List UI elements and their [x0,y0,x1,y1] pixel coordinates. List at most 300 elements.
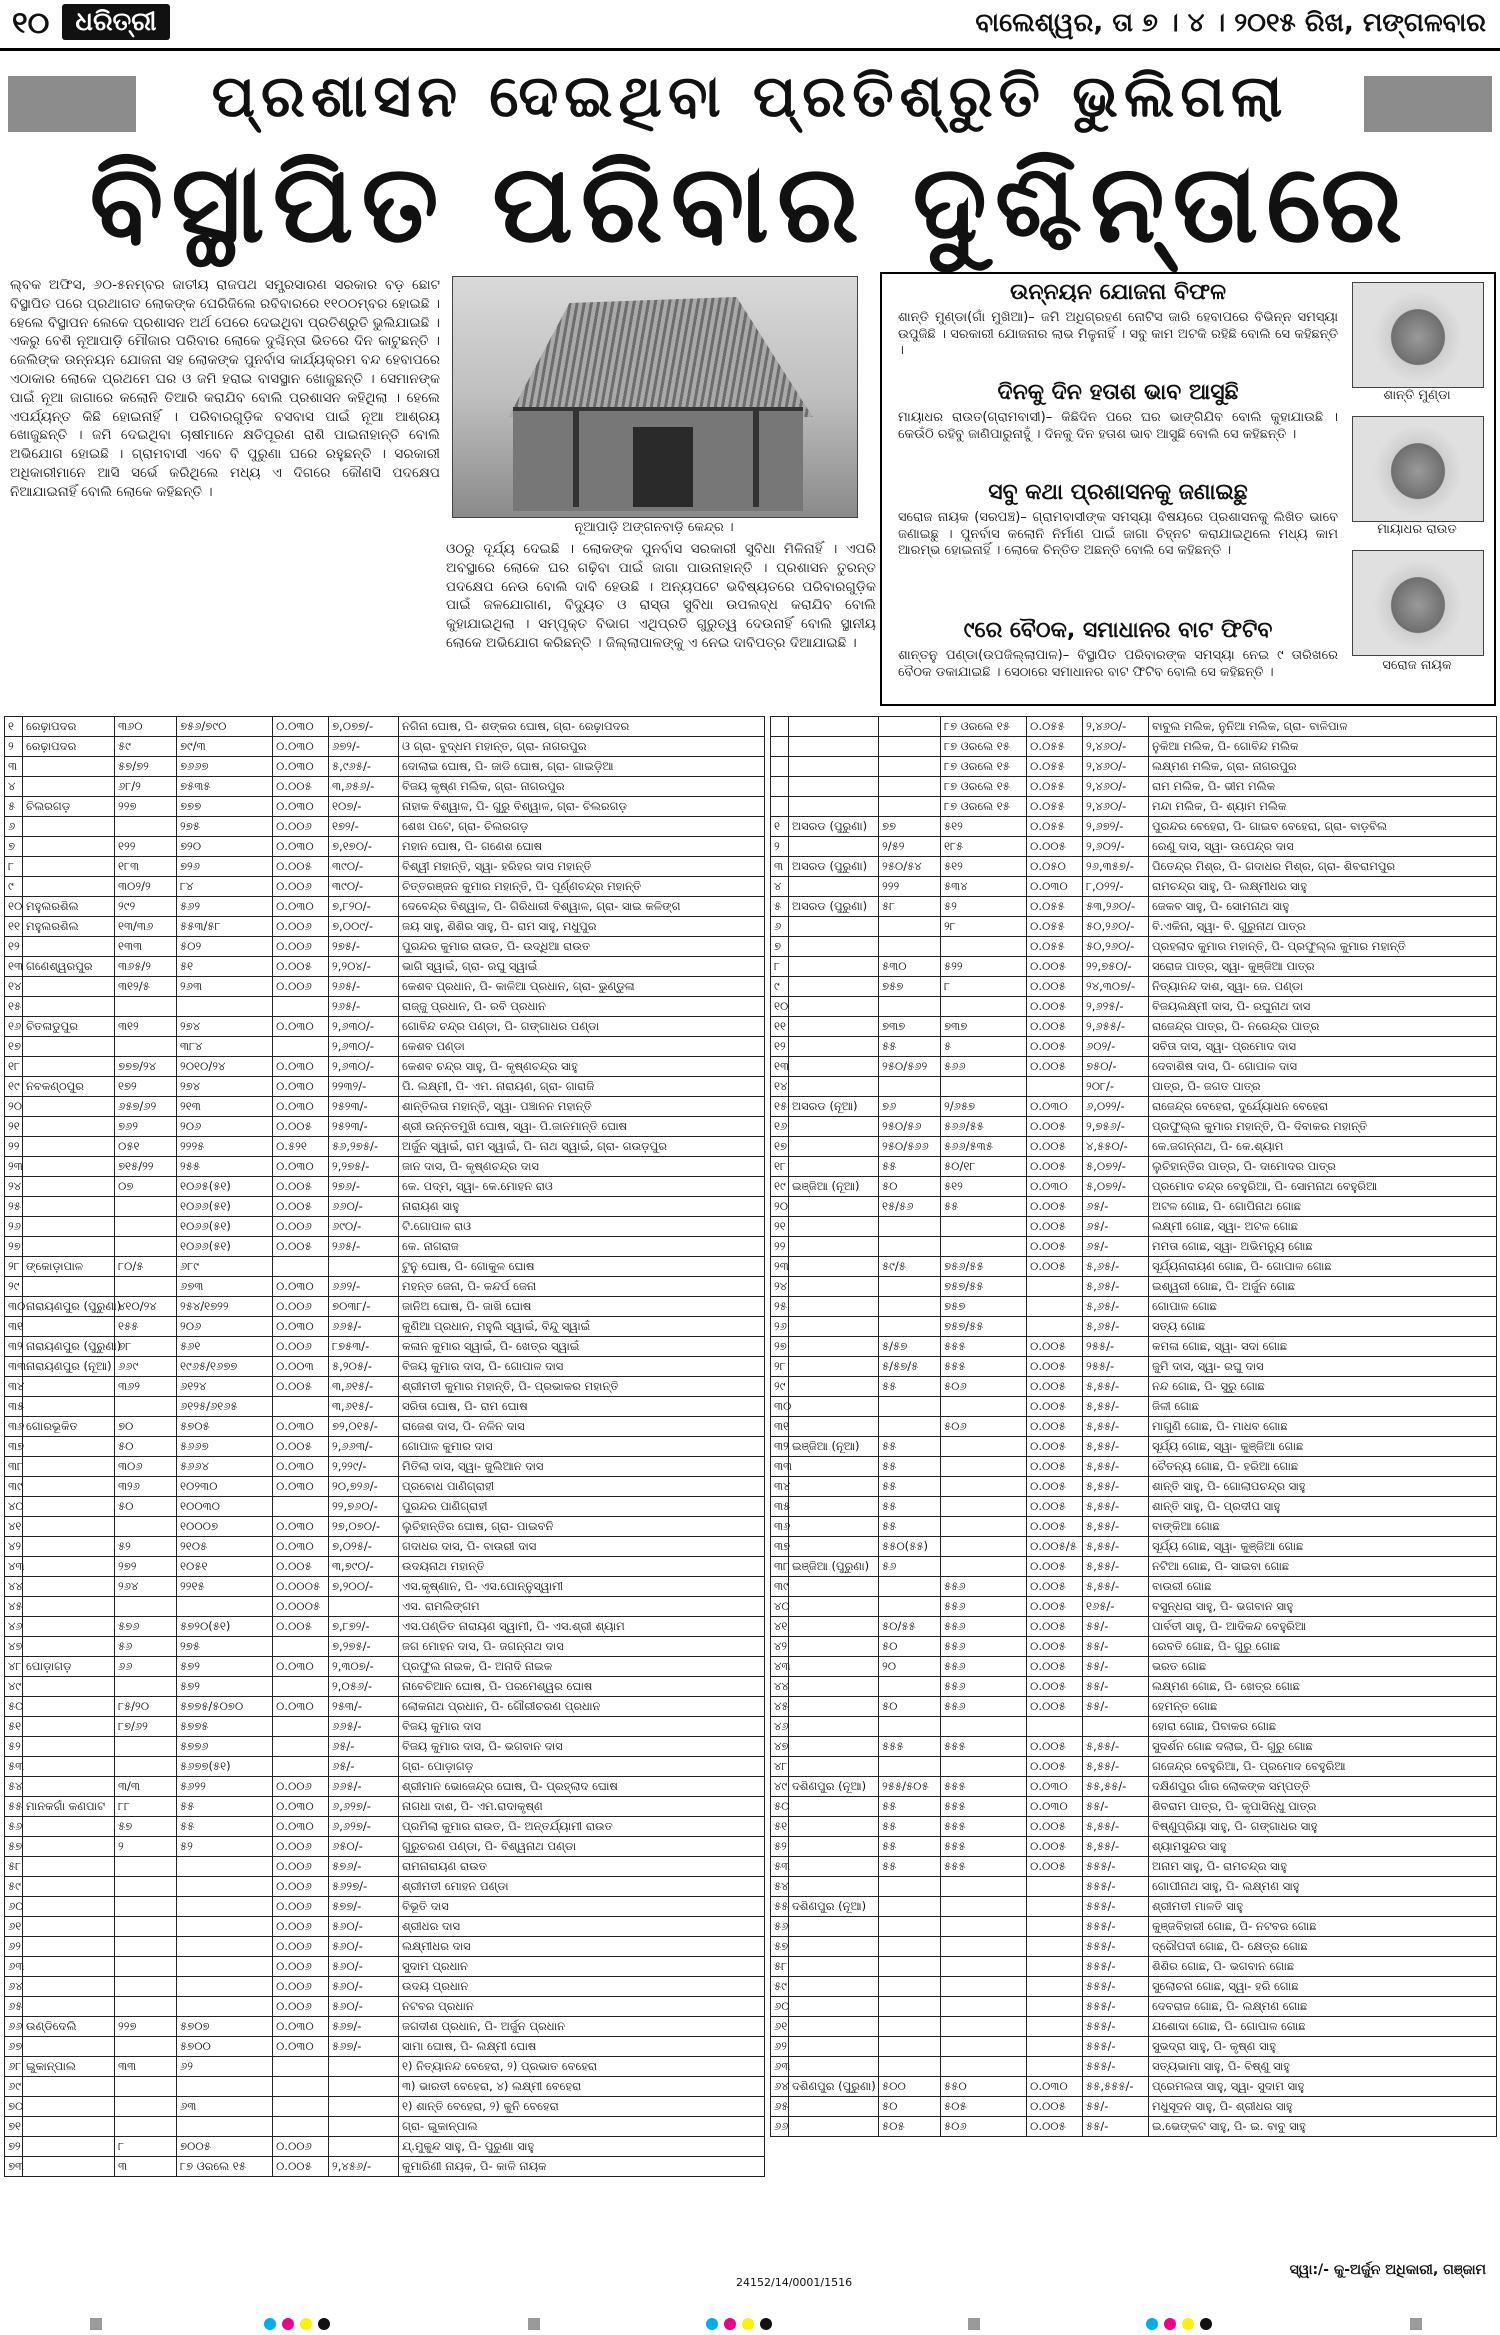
table-cell [23,1977,115,1997]
table-cell: ୭୫୬/୭୯୦ [177,717,273,737]
table-cell: ୭୦ [5,2097,23,2117]
page-number: ୧୦ [12,6,50,41]
sidebox-text-2: ମାୟାଧର ରାଉତ(ଗ୍ରାମବାସୀ)– କିଛିଦିନ ପରେ ଘର ଭାଙ୍ଗିଯିବ ବୋଲି କୁହାଯାଉଛି । କେଉଁଠି ରହିବୁ ଜାଣିପାରୁନାହୁଁ । ଦିନକୁ ଦିନ ହତାଶ ଭାବ ଆସୁଛି ବୋଲି ସେ କହିଛନ୍ତି । [898,410,1338,442]
table-row [771,1737,1497,1757]
table-cell: ୭୭୭/୨୪ [115,1057,177,1077]
table-cell: ୫୬୨ [177,897,273,917]
table-cell: ୪୬ [771,1717,789,1737]
table-cell: ୦.୦୦୬ [273,1297,329,1317]
table-cell: ୦.୦୩୦ [273,1097,329,1117]
table-cell: ୦.୦୫୫ [1027,797,1083,817]
table-cell: ୯ [5,877,23,897]
table-cell [115,2077,177,2097]
table-row [5,1737,765,1757]
table-cell: ୪୨ [5,1537,23,1557]
table-cell [789,1737,879,1757]
table-cell: ୫୮ [879,897,941,917]
table-cell: ୫୫ [177,1817,273,1837]
table-cell: ୨୬ [5,1217,23,1237]
compensation-table-left [4,716,765,2177]
table-cell: ୭୧୫/୨୨ [115,1157,177,1177]
table-cell: ପୁରନ୍ଦର ବେହେରା, ପି- ଗାଇବ ବେହେରା, ଗ୍ରା- ବାଡ଼ବିଲ [1149,817,1497,837]
table-cell: ୦.୦୩୦ [273,1477,329,1497]
table-cell: ୧୦୬୬(୫୧) [177,1197,273,1217]
table-row [5,1317,765,1337]
table-cell: ୭୫୭/୫୫ [941,1277,1027,1297]
table-cell: ଦଶିଣପୁର (ପୁରୁଣା) [789,2077,879,2097]
table-cell: ୨୫ [771,1297,789,1317]
table-cell: ୦.୦୩୦ [273,1077,329,1097]
table-cell: ୧୯୬୫/୧୬୭୭ [177,1357,273,1377]
portrait-photo-1 [1352,282,1484,388]
table-cell: ଶାନ୍ତି ସାହୁ, ପି- ପ୍ରଦୀପ ସାହୁ [1149,1497,1497,1517]
registration-dot-yellow [300,2318,312,2330]
table-cell: ୪୯ [5,1677,23,1697]
table-cell [789,1137,879,1157]
table-cell: ୧୮ [5,1057,23,1077]
table-cell: ବିଜୟଲକ୍ଷ୍ମୀ ଦାସ, ପି- ରଘୁନାଥ ଦାସ [1149,997,1497,1017]
table-cell: ୨୭୫ [177,1637,273,1657]
table-cell [789,1877,879,1897]
table-cell: ୫୫୫ [941,1777,1027,1797]
table-row [5,1117,765,1137]
table-cell: ୨,୪୬୦/- [1083,717,1149,737]
table-cell [789,917,879,937]
table-cell: ୦.୦୫୫ [1027,917,1083,937]
compensation-table-right [770,716,1497,2137]
table-cell: ନନ୍ଦ ଗୋଛ, ପି- ସୁରୁ ଗୋଛ [1149,1377,1497,1397]
table-cell: ରାମ ମଲିକ, ପି- ଭୀମ ମଲିକ [1149,777,1497,797]
table-cell: ସୁଦର୍ଶନ ଗୋଛ ଦଲାଇ, ପି- ଗୁରୁ ଗୋଛ [1149,1737,1497,1757]
table-cell [789,797,879,817]
table-cell: ୫୫୦(୫୫) [879,1537,941,1557]
table-cell [23,1577,115,1597]
table-row [771,1937,1497,1957]
table-row [771,1897,1497,1917]
table-cell: ଶାନ୍ତି ସାହୁ, ପି- ଗୋଲାପଚନ୍ଦ୍ର ସାହୁ [1149,1477,1497,1497]
table-cell: ୧୩ [5,957,23,977]
table-row [771,1037,1497,1057]
table-row [771,797,1497,817]
table-row [771,1997,1497,2017]
table-cell [1027,1877,1083,1897]
table-cell [177,1937,273,1957]
table-cell: ୦.୦୦୬ [273,1877,329,1897]
table-cell [789,1397,879,1417]
table-cell: ୨୫୫ [177,1157,273,1177]
table-row [5,977,765,997]
table-row [5,817,765,837]
table-cell [115,1997,177,2017]
table-cell: ୧) ନିତ୍ୟାନନ୍ଦ ବେହେରା, ୨) ପ୍ରଭାତ ବେହେରା [399,2057,765,2077]
table-row [771,1237,1497,1257]
table-row [771,1137,1497,1157]
table-cell: ୫୦୨ [177,937,273,957]
table-cell: ୫୫ [879,1457,941,1477]
table-cell [941,937,1027,957]
table-row [5,2097,765,2117]
table-cell: ୧୨ [771,1037,789,1057]
table-cell: ରାଜେନ୍ଦ୍ର ବେହେରା, ଦୁର୍ଯ୍ୟୋଧନ ବେହେରା [1149,1097,1497,1117]
table-cell: ୮ [941,977,1027,997]
table-row [5,1617,765,1637]
table-cell [789,1597,879,1617]
table-cell: ଅଟଳ ଗୋଛ, ପି- ଗୋପିନାଥ ଗୋଛ [1149,1197,1497,1217]
table-cell: ୨୦୮/- [1083,1077,1149,1097]
table-cell: କେ. ପଦ୍ମ, ସ୍ୱା- କେ.ମୋହନ ରାଓ [399,1177,765,1197]
table-cell: ୯ [771,977,789,997]
table-cell [879,1417,941,1437]
table-cell: ନାବେଚିଆନ ଘୋଷ, ପି- ପରମେଶ୍ୱର ଘୋଷ [399,1677,765,1697]
table-cell: ୨୮ [771,1357,789,1377]
table-cell: ୦.୦୦୫ [1027,977,1083,997]
table-cell: ୮୭ ଓରଲେ ୧୫ [941,777,1027,797]
table-cell: ରାଜେନ୍ଦ୍ର ପାତ୍ର, ପି- ନରେନ୍ଦ୍ର ପାତ୍ର [1149,1017,1497,1037]
registration-dot-yellow [742,2318,754,2330]
table-cell: ୫୫୫/- [1083,1977,1149,1997]
table-row [5,1637,765,1657]
table-cell: ୫୦ [5,1697,23,1717]
table-cell: ପ୍ରମିଲା କୁମାର ରାଉତ, ପି- ଅନ୍ତର୍ଯ୍ୟାମୀ ରାଉତ [399,1817,765,1837]
table-cell: ୦.୦୦୫ [273,857,329,877]
table-cell [789,1577,879,1597]
table-cell: ୮୦/୫ [115,1257,177,1277]
table-cell: ୦.୦୩୦ [273,797,329,817]
table-cell: ୧ [5,717,23,737]
table-cell [23,1677,115,1697]
table-cell: ୧୦୭/- [329,797,399,817]
print-code: 24152/14/0001/1516 [736,2276,853,2289]
table-cell: ୦.୦୩୦ [273,1277,329,1297]
table-cell: ୩୦୨/୨ [115,877,177,897]
table-cell: ୭୨୦ [177,837,273,857]
table-cell: ୧୦୦୦୭ [177,1517,273,1537]
table-cell [177,1957,273,1977]
table-cell: ୫,୬୫/- [1083,1317,1149,1337]
table-cell: ୧୨୨ [115,837,177,857]
dateline: ବାଲେଶ୍ୱର, ତା ୭ । ୪ । ୨୦୧୫ ରିଖ, ମଙ୍ଗଳବାର [975,8,1486,38]
table-cell: ୧୯ [5,1077,23,1097]
table-cell: ୦.୦୦୬ [273,1777,329,1797]
table-cell [23,1057,115,1077]
table-row [5,797,765,817]
table-row [5,2077,765,2097]
table-row [771,1057,1497,1077]
table-row [771,1517,1497,1537]
table-cell [23,1477,115,1497]
table-cell: ୫୪ [5,1777,23,1797]
table-cell: ମିତିଲା ଦାସ, ସ୍ୱା- ଜୁଲିଆନ ଦାସ [399,1457,765,1477]
table-cell [23,1277,115,1297]
table-cell [789,1057,879,1077]
table-cell: ୭୦୦୫ [177,2137,273,2157]
table-cell: ୭୧ [5,2117,23,2137]
table-cell: ୨,୭୫୬/- [1083,1117,1149,1137]
table-cell: ୬୧ [771,2017,789,2037]
table-row [5,1457,765,1477]
table-cell [1027,1917,1083,1937]
table-cell [23,757,115,777]
table-cell: ୦.୦୦୬ [273,1857,329,1877]
registration-dot-cyan [1146,2318,1158,2330]
table-cell: ୦.୦୫୫ [1027,717,1083,737]
table-cell: ୨୫୦/୫୪ [879,857,941,877]
table-cell: ୦.୦୦୫ [1027,1597,1083,1617]
table-cell [177,1917,273,1937]
table-cell: ୫୫୫ [941,1857,1027,1877]
table-cell: ୫୫୫ [941,1797,1027,1817]
table-cell: ୫୫୬ [941,1697,1027,1717]
table-cell: ଚିତଳାଡୁପୁର [23,1017,115,1037]
table-cell: ୩) ଭାରତୀ ବେହେରା, ୪) ଲକ୍ଷ୍ମୀ ବେହେରା [399,2077,765,2097]
table-cell: ୧୬୫/- [1083,1597,1149,1617]
table-cell: ୬୫/- [1083,1217,1149,1237]
table-cell: ୧୫ [771,1097,789,1117]
table-cell: କୁମାରିଣୀ ନାୟକ, ପି- କାଳି ନାୟକ [399,2157,765,2177]
table-cell [273,1737,329,1757]
table-cell [115,1877,177,1897]
registration-dot-cyan [264,2318,276,2330]
table-row [771,1957,1497,1977]
table-cell: ୫୫ [879,1837,941,1857]
table-cell: ୨,୬୬୩/- [329,1437,399,1457]
table-cell: ୨୮ [5,1257,23,1277]
table-cell: ୧୩/୩୬ [115,917,177,937]
table-row [5,2137,765,2157]
table-cell: ୭୩୭ [941,1017,1027,1037]
table-cell [941,1917,1027,1937]
table-cell: ୬୮ [5,2057,23,2077]
table-cell: ୫୬ [771,1917,789,1937]
table-cell: ୫୧ [5,1717,23,1737]
table-cell: ୫୬୨୭/- [329,1877,399,1897]
table-cell: ୩,୬୧୫/- [329,1397,399,1417]
table-cell [23,817,115,837]
table-cell [115,1517,177,1537]
table-cell: ୨୪ [5,1177,23,1197]
table-cell: ୦.୦୦୬ [273,977,329,997]
table-cell: ୦.୦୦୦୫ [273,1577,329,1597]
table-cell: ୩୭ [771,1537,789,1557]
table-row [771,1017,1497,1037]
table-cell: ୦.୦୩୦ [273,1457,329,1477]
table-row [5,1397,765,1417]
table-cell [789,1817,879,1837]
table-cell: ସରୋଜ ପାତ୍ର, ସ୍ୱା- କୁଞ୍ଜିଆ ପାତ୍ର [1149,957,1497,977]
table-cell: ୬୩ [177,2097,273,2117]
table-cell: ୪୪ [771,1677,789,1697]
table-cell [273,1677,329,1697]
table-cell [23,2097,115,2117]
registration-mark [1410,2318,1422,2330]
table-cell [789,1617,879,1637]
table-cell: ୨୧ [771,1217,789,1237]
table-cell: ପି. ଲକ୍ଷ୍ମୀ, ପି- ଏମ. ନାରାୟଣ, ଗ୍ରା- ଗାରାଜି [399,1077,765,1097]
table-cell: ଦକ୍ଷିଣପୁର ଗାଁର ଲୋକଙ୍କ ସମ୍ପତ୍ତି [1149,1777,1497,1797]
table-cell: ୬୬ [115,1657,177,1677]
table-cell: ଅସରଡ (ପୁରୁଣା) [789,897,879,917]
table-cell: ୦.୦୦୫ [1027,2097,1083,2117]
table-cell: ୩୮ [771,1557,789,1577]
table-cell: ୬୬୫/- [329,1317,399,1337]
table-cell: ୩୦ [771,1397,789,1417]
table-cell: ୫୫୫/- [1083,1917,1149,1937]
table-cell: ୭,୧୭୦/- [329,837,399,857]
table-cell [115,1917,177,1937]
table-row [5,1957,765,1977]
table-row [5,757,765,777]
table-cell: ୫୨ [5,1737,23,1757]
table-cell: ଅନାମ ସାହୁ, ପି- ରାମଚନ୍ଦ୍ର ସାହୁ [1149,1857,1497,1877]
table-cell [879,1877,941,1897]
table-cell: ୩୧୨ [115,1017,177,1037]
table-cell: ୫୬୬/୫୫ [941,1117,1027,1137]
table-cell: ୦.୦୩୦ [1027,2077,1083,2097]
table-cell: ୩୨୬ [115,1477,177,1497]
table-cell [23,1397,115,1417]
table-cell: ୫୫୬ [941,1577,1027,1597]
table-cell: ୫୫/- [1083,2117,1149,2137]
table-cell [115,2117,177,2137]
table-cell: କେଶବ ଚନ୍ଦ୍ର ସାହୁ, ପି- କୃଷ୍ଣଚନ୍ଦ୍ର ସାହୁ [399,1057,765,1077]
table-row [5,1597,765,1617]
table-cell [23,857,115,877]
table-cell: ବିଜୟ କୁମାର ଦାସ, ପି- ଗୋପାଳ ଦାସ [399,1357,765,1377]
table-cell [879,1297,941,1317]
table-cell: ୫୫,୫୫/- [1083,1777,1149,1797]
table-cell: ୫୭୨୦(୫୧) [177,1617,273,1637]
table-cell: ୭୬ [879,1097,941,1117]
table-cell [941,1937,1027,1957]
table-cell [879,757,941,777]
table-cell [789,977,879,997]
table-cell: ୧୫/୫୬ [879,1197,941,1217]
table-row [771,2077,1497,2097]
table-cell: ୦.୦୦୫ [273,1177,329,1197]
registration-mark [528,2318,540,2330]
table-cell: ୫୫/- [1083,1657,1149,1677]
table-cell: ଟୁନୁ ଘୋଷ, ପି- ଗୋକୁଳ ଘୋଷ [399,1257,765,1277]
table-cell: ଲୋକନାଥ ପ୍ରଧାନ, ପି- ଗୌରୀଚରଣ ପ୍ରଧାନ [399,1697,765,1717]
table-cell: ୨୫୪/୧୭୨୨ [177,1297,273,1317]
table-cell: ୩୬୦ [115,717,177,737]
table-row [771,1457,1497,1477]
table-cell: ୫୫/- [1083,2097,1149,2117]
table-cell: ୮୭ ଓରଲେ ୧୫ [941,717,1027,737]
table-cell: ୭୬୨ [115,1117,177,1137]
table-cell: ୦.୦୩୦ [1027,1777,1083,1797]
table-cell: ୦.୦୫୫ [1027,757,1083,777]
table-row [5,1177,765,1197]
table-cell [879,1917,941,1937]
table-cell: ୨,୬୩୦/- [329,1037,399,1057]
table-cell: ୫୯ [5,1877,23,1897]
table-cell: ୪୬ [5,1617,23,1637]
table-cell [879,1217,941,1237]
table-cell: ୦.୦୦୬ [273,917,329,937]
table-cell: ରେଣୁ ଦାସ, ସ୍ୱା- ଉପେନ୍ଦ୍ର ଦାସ [1149,837,1497,857]
table-cell: ୦.୦୦୫ [1027,1217,1083,1237]
table-cell: ୧୨ [5,937,23,957]
table-cell: ୫୫୫/- [1083,1957,1149,1977]
table-cell: ନାରାୟଣ ସାହୁ [399,1197,765,1217]
table-row [5,1777,765,1797]
table-cell [789,757,879,777]
table-cell: ପାର୍ବତୀ ସାହୁ, ପି- ଆଦିକନ୍ଦ ବେହୁରିଆ [1149,1617,1497,1637]
table-cell: ୩୬୨ [115,1377,177,1397]
table-cell: ୬୯ [5,2077,23,2097]
table-cell: ୨,୬୩୦/- [329,1017,399,1037]
table-row [5,1657,765,1677]
table-cell: ଗୋପାଳ ଗୋଛ [1149,1297,1497,1317]
table-row [771,1757,1497,1777]
table-row [771,2097,1497,2117]
table-cell: ଗୋପୀନାଥ ସାହୁ, ପି- ଲକ୍ଷ୍ମଣ ସାହୁ [1149,1877,1497,1897]
table-cell: ୫୬୭/- [329,2017,399,2037]
table-row [771,1977,1497,1997]
table-cell: ୬୦ [771,1997,789,2017]
table-cell: ନିତ୍ୟାନନ୍ଦ ଦାଶ, ସ୍ୱା- ଜେ. ପଣ୍ଡା [1149,977,1497,997]
table-cell: ୦.୦୦୫ [1027,1397,1083,1417]
table-cell: ୫୬୧ [177,1337,273,1357]
table-cell: ୨,୨୭୫/- [329,1157,399,1177]
table-cell: ୫୫୫/- [1083,1997,1149,2017]
table-row [5,1017,765,1037]
table-cell: ୫୦/୫୫ [879,1617,941,1637]
table-cell: ୫୫୫ [879,1737,941,1757]
table-row [771,2117,1497,2137]
registration-dot-cyan [706,2318,718,2330]
table-cell: ଅସରଡ (ନୂଆ) [789,1097,879,1117]
table-cell: ଶିଶିର ଗୋଛ, ପି- ଭଗବାନ ଗୋଛ [1149,1957,1497,1977]
table-cell: ୫,୫୫/- [1083,1397,1149,1417]
table-cell: ୦.୦୦୬ [273,1917,329,1937]
table-cell [1027,2017,1083,2037]
table-cell: ବାବୁଲ ମଲିକ, ନୁନିଆ ମଲିକ, ଗ୍ରା- ବାଳିପାଳ [1149,717,1497,737]
table-cell: ୨,୪୫୬/- [329,2157,399,2177]
table-cell [879,737,941,757]
table-row [5,737,765,757]
table-cell: ୫୫୫ [941,1357,1027,1377]
table-cell [789,1757,879,1777]
table-cell: ସବିତା ଦାସ, ସ୍ୱା- ପ୍ରମୋଦ ଦାସ [1149,1037,1497,1057]
table-cell: ୩ [5,757,23,777]
table-cell: ମାଗୁଣି ଗୋଛ, ପି- ମାଧବ ଗୋଛ [1149,1417,1497,1437]
table-cell: ୨,୪୬୦/- [1083,757,1149,777]
table-cell: ୨୨୧୫ [177,1577,273,1597]
table-row [771,1637,1497,1657]
table-cell: ୬୫/- [1083,1197,1149,1217]
newspaper-logo: ଧରିତ୍ରୀ [62,4,170,40]
table-cell: ୫୦ [879,1697,941,1717]
table-cell: ୪୨ [771,1637,789,1657]
table-cell: ନଗିନା ଘୋଷ, ପି- ଶଙ୍କର ଘୋଷ, ଗ୍ରା- ରେଢ଼ାପଦର [399,717,765,737]
table-cell: ୫୫ [879,1817,941,1837]
table-cell [789,997,879,1017]
table-row [5,1517,765,1537]
table-cell [23,1737,115,1757]
hut-photo [452,276,858,518]
table-cell: ୫୨ [177,1837,273,1857]
table-cell: ୫୫ [879,1157,941,1177]
main-headline: ବିସ୍ଥାପିତ ପରିବାର ଦୁଶ୍ଚିନ୍ତାରେ [89,142,1411,267]
table-cell: ୦.୦୦୫ [1027,1437,1083,1457]
sidebox-heading-2: ଦିନକୁ ଦିନ ହତାଶ ଭାବ ଆସୁଛି [997,380,1239,405]
table-cell [273,1757,329,1777]
table-cell: ଦ୍ରୌପଦୀ ଗୋଛ, ପି- କ୍ଷେତ୍ର ଗୋଛ [1149,1937,1497,1957]
table-cell [789,1997,879,2017]
table-cell: ୧୦୬୬(୫୧) [177,1237,273,1257]
